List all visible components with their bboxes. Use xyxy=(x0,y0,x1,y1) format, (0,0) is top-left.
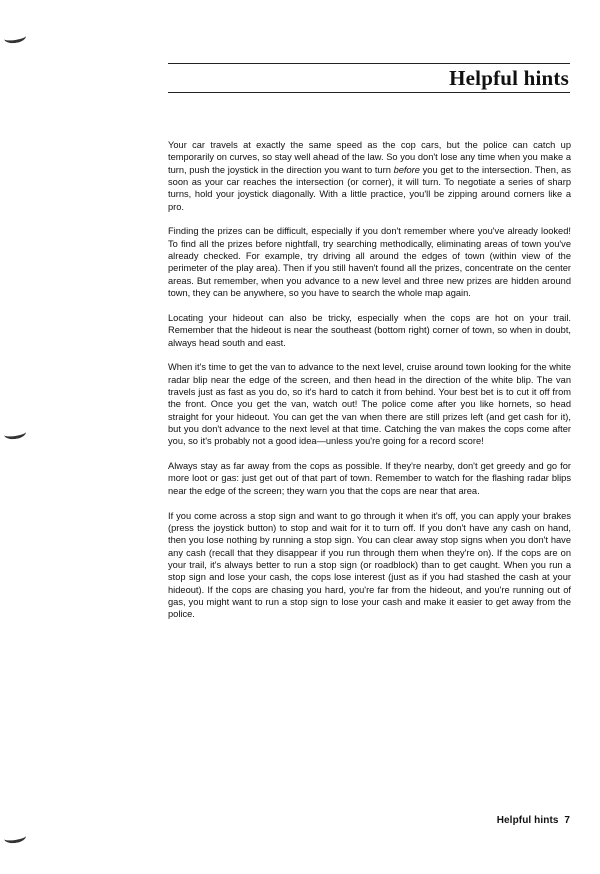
paragraph-locating-hideout: Locating your hideout can also be tricky, especially when the cops are hot on your trail. Remember that the hideout is near the southeast (bottom right) corner of town, so when in doubt, always head south and east. xyxy=(168,312,571,348)
page-footer xyxy=(497,815,570,826)
paragraph-finding-prizes: Finding the prizes can be difficult, especially if you don't remember where you've already looked! To find all the prizes before nightfall, try searching methodically, eliminating areas of town you've already checked. For example, try driving all around the edges of town (within view of the perimeter of the play area). Then if you still haven't found all the prizes, concentrate on the center areas. But remember, when you advance to a new level and three new prizes are hidden around town, they can be anywhere, so you have to search the whole map again. xyxy=(168,226,571,299)
page-number: 7 xyxy=(564,815,570,826)
header-bottom-rule xyxy=(168,92,570,93)
binder-ring-mark xyxy=(3,831,26,845)
binder-ring-mark xyxy=(3,31,26,45)
header-top-rule xyxy=(168,63,570,64)
emphasis-before: before xyxy=(393,164,420,175)
paragraph-getting-van: When it's time to get the van to advance to the next level, cruise around town looking for the white radar blip near the edge of the screen, and then head in the direction of the white blip. The van travels just as fast as you do, so it's hard to catch it from behind. Your best bet is to cut it off from the front. Once you get the van, watch out! The police come after you like hornets, so head straight for your hideout. You can get the van when there are still prizes left (and get cash for it), but you don't advance to the next level at that time. Catching the van makes the cops come after you, so it's probably not a good idea—unless you're going for a record score! xyxy=(168,362,571,447)
binder-ring-mark xyxy=(3,427,26,441)
page-title: Helpful hints xyxy=(449,66,569,90)
paragraph-stop-signs: If you come across a stop sign and want to go through it when it's off, you can apply your brakes (press the joystick button) to stop and wait for it to turn off. If you don't have any cash on hand, then you lose nothing by running a stop sign. You can clear away stop signs when you don't have any cash (recall that they disappear if you run through them when they're on). If the cops are on your trail, it's always better to run a stop sign (or roadblock) than to get caught. When you run a stop sign and lose your cash, the cops lose interest (just as if you had stashed the cash at your hideout). If the cops are chasing you hard, you're far from the hideout, and you're running out of gas, you might want to run a stop sign to lose your cash and make it easier to get away from the police. xyxy=(168,510,571,620)
paragraph-avoiding-cops: Always stay as far away from the cops as possible. If they're nearby, don't get greedy and go for more loot or gas: just get out of that part of town. Remember to watch for the flashing radar blips near the edge of the screen; they warn you that the cops are near that area. xyxy=(168,461,571,496)
body-text xyxy=(168,139,571,633)
paragraph-driving-tips: Your car travels at exactly the same speed as the cop cars, but the police can catch up temporarily on curves, so stay well ahead of the law. So you don't lose any time when you make a turn, push the joystick in the direction you want to turn before you get to the intersection. Then, as soon as your car reaches the intersection (or corner), it will turn. To negotiate a series of sharp turns, hold your joystick diagonally. With a little practice, you'll be zipping around corners like a pro. xyxy=(168,140,571,212)
footer-section-title: Helpful hints xyxy=(496,815,559,826)
